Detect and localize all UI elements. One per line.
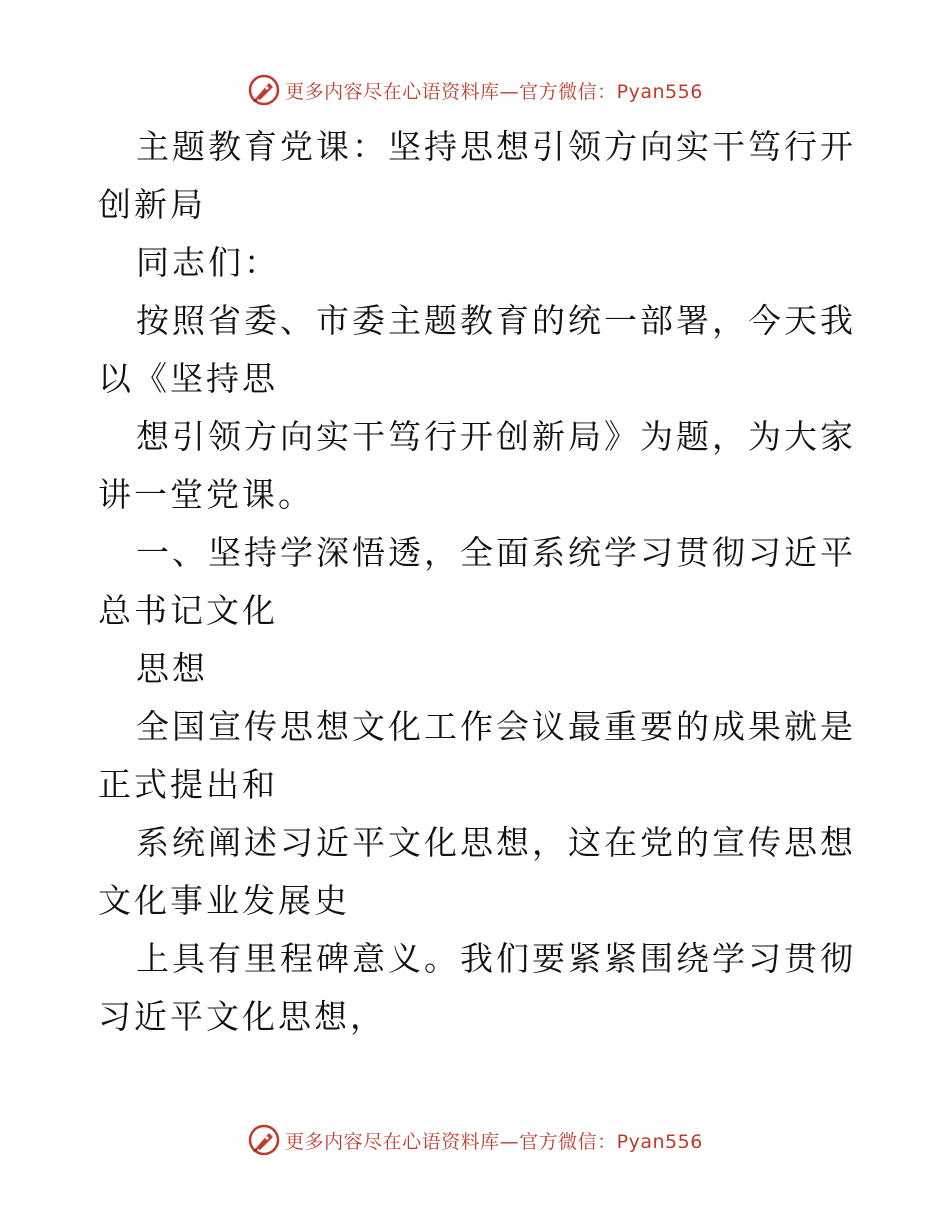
header-banner: [0, 70, 950, 110]
footer-banner-text: 更多内容尽在心语资料库—官方微信：Pyan556: [285, 1130, 703, 1153]
paragraph: 按照省委、市委主题教育的统一部署，今天我以《坚持思: [98, 301, 856, 398]
paragraph: 系统阐述习近平文化思想，这在党的宣传思想文化事业发展史: [98, 823, 856, 920]
footer-banner: [0, 1120, 950, 1160]
document-title: 主题教育党课：坚持思想引领方向实干笃行开创新局: [98, 127, 856, 224]
pen-nib-seal-icon: [247, 73, 281, 107]
header-banner-text: 更多内容尽在心语资料库—官方微信：Pyan556: [285, 80, 703, 103]
paragraph: 上具有里程碑意义。我们要紧紧围绕学习贯彻习近平文化思想，: [98, 939, 856, 1036]
pen-nib-seal-icon: [247, 1123, 281, 1157]
paragraph: 想引领方向实干笃行开创新局》为题，为大家讲一堂党课。: [98, 417, 856, 514]
paragraph: 全国宣传思想文化工作会议最重要的成果就是正式提出和: [98, 707, 856, 804]
section-heading-continued: 思想: [136, 649, 208, 688]
salutation: 同志们：: [136, 243, 280, 282]
section-heading: 一、坚持学深悟透，全面系统学习贯彻习近平总书记文化: [98, 533, 856, 630]
document-body: [98, 118, 858, 1046]
